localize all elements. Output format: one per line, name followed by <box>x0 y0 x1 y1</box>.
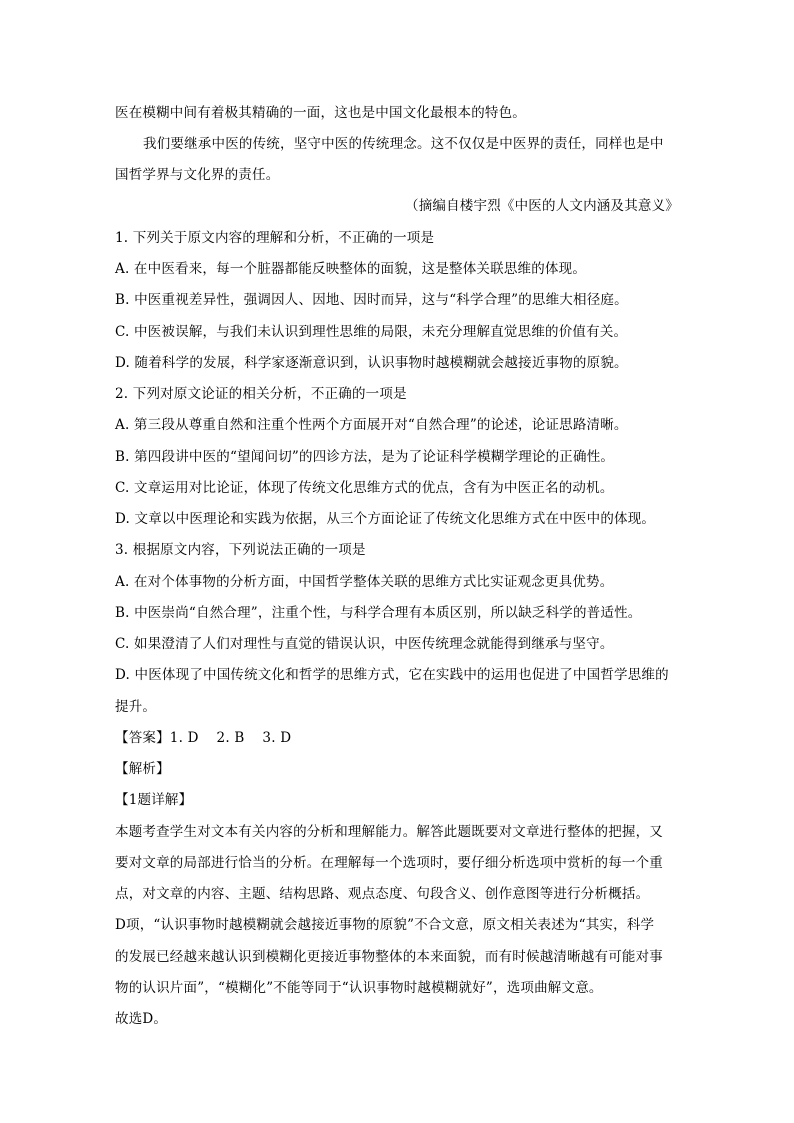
analysis-text: 物的认识片面”，“模糊化”不能等同于“认识事物时越模糊就好”，选项曲解文意。 <box>115 980 603 996</box>
analysis-text: 要对文章的局部进行恰当的分析。在理解每一个选项时，要仔细分析选项中赏析的每一个重 <box>115 855 663 871</box>
analysis-text: D项，“认识事物时越模糊就会越接近事物的原貌”不合文意，原文相关表述为“其实，科学 <box>115 917 655 933</box>
question-option: C. 文章运用对比论证，体现了传统文化思维方式的优点，含有为中医正名的动机。 <box>115 480 614 496</box>
analysis-heading: 【解析】 <box>115 761 170 777</box>
question-option: B. 中医重视差异性，强调因人、因地、因时而异，这与“科学合理”的思维大相径庭。 <box>115 292 628 308</box>
question-option: A. 第三段从尊重自然和注重个性两个方面展开对“自然合理”的论述，论证思路清晰。 <box>115 417 628 433</box>
question-option: C. 如果澄清了人们对理性与直觉的错误认识，中医传统理念就能得到继承与坚守。 <box>115 636 614 652</box>
detail-heading: 【1题详解】 <box>115 792 193 808</box>
answer-line: 【答案】1. D 2. B 3. D <box>115 730 292 746</box>
question-stem: 3. 根据原文内容，下列说法正确的一项是 <box>115 542 366 558</box>
question-option: B. 中医崇尚“自然合理”，注重个性，与科学合理有本质区别，所以缺乏科学的普适性。 <box>115 605 642 621</box>
question-option-continuation: 提升。 <box>115 699 157 715</box>
question-option: A. 在对个体事物的分析方面，中国哲学整体关联的思维方式比实证观念更具优势。 <box>115 574 614 590</box>
passage-text: 我们要继承中医的传统，坚守中医的传统理念。这不仅仅是中医界的责任，同样也是中 <box>143 136 664 152</box>
analysis-text: 点，对文章的内容、主题、结构思路、观点态度、句段含义、创作意图等进行分析概括。 <box>115 886 650 902</box>
question-option: A. 在中医看来，每一个脏器都能反映整体的面貌，这是整体关联思维的体现。 <box>115 261 587 277</box>
source-citation: （摘编自楼宇烈《中医的人文内涵及其意义》 <box>405 198 679 214</box>
passage-text: 医在模糊中间有着极其精确的一面，这也是中国文化最根本的特色。 <box>115 105 526 121</box>
question-option: D. 随着科学的发展，科学家逐渐意识到，认识事物时越模糊就会越接近事物的原貌。 <box>115 355 628 371</box>
question-stem: 2. 下列对原文论证的相关分析，不正确的一项是 <box>115 386 407 402</box>
question-option: C. 中医被误解，与我们未认识到理性思维的局限，未充分理解直觉思维的价值有关。 <box>115 324 628 340</box>
question-stem: 1. 下列关于原文内容的理解和分析，不正确的一项是 <box>115 230 435 246</box>
passage-text: 国哲学界与文化界的责任。 <box>115 167 280 183</box>
question-option: D. 中医体现了中国传统文化和哲学的思维方式，它在实践中的运用也促进了中国哲学思维的 <box>115 667 669 683</box>
analysis-text: 故选D。 <box>115 1011 168 1027</box>
analysis-text: 本题考查学生对文本有关内容的分析和理解能力。解答此题既要对文章进行整体的把握，又 <box>115 824 663 840</box>
analysis-text: 的发展已经越来越认识到模糊化更接近事物整体的本来面貌，而有时候越清晰越有可能对事 <box>115 949 663 965</box>
question-option: B. 第四段讲中医的“望闻问切”的四诊方法，是为了论证科学模糊学理论的正确性。 <box>115 449 615 465</box>
question-option: D. 文章以中医理论和实践为依据，从三个方面论证了传统文化思维方式在中医中的体现。 <box>115 511 656 527</box>
